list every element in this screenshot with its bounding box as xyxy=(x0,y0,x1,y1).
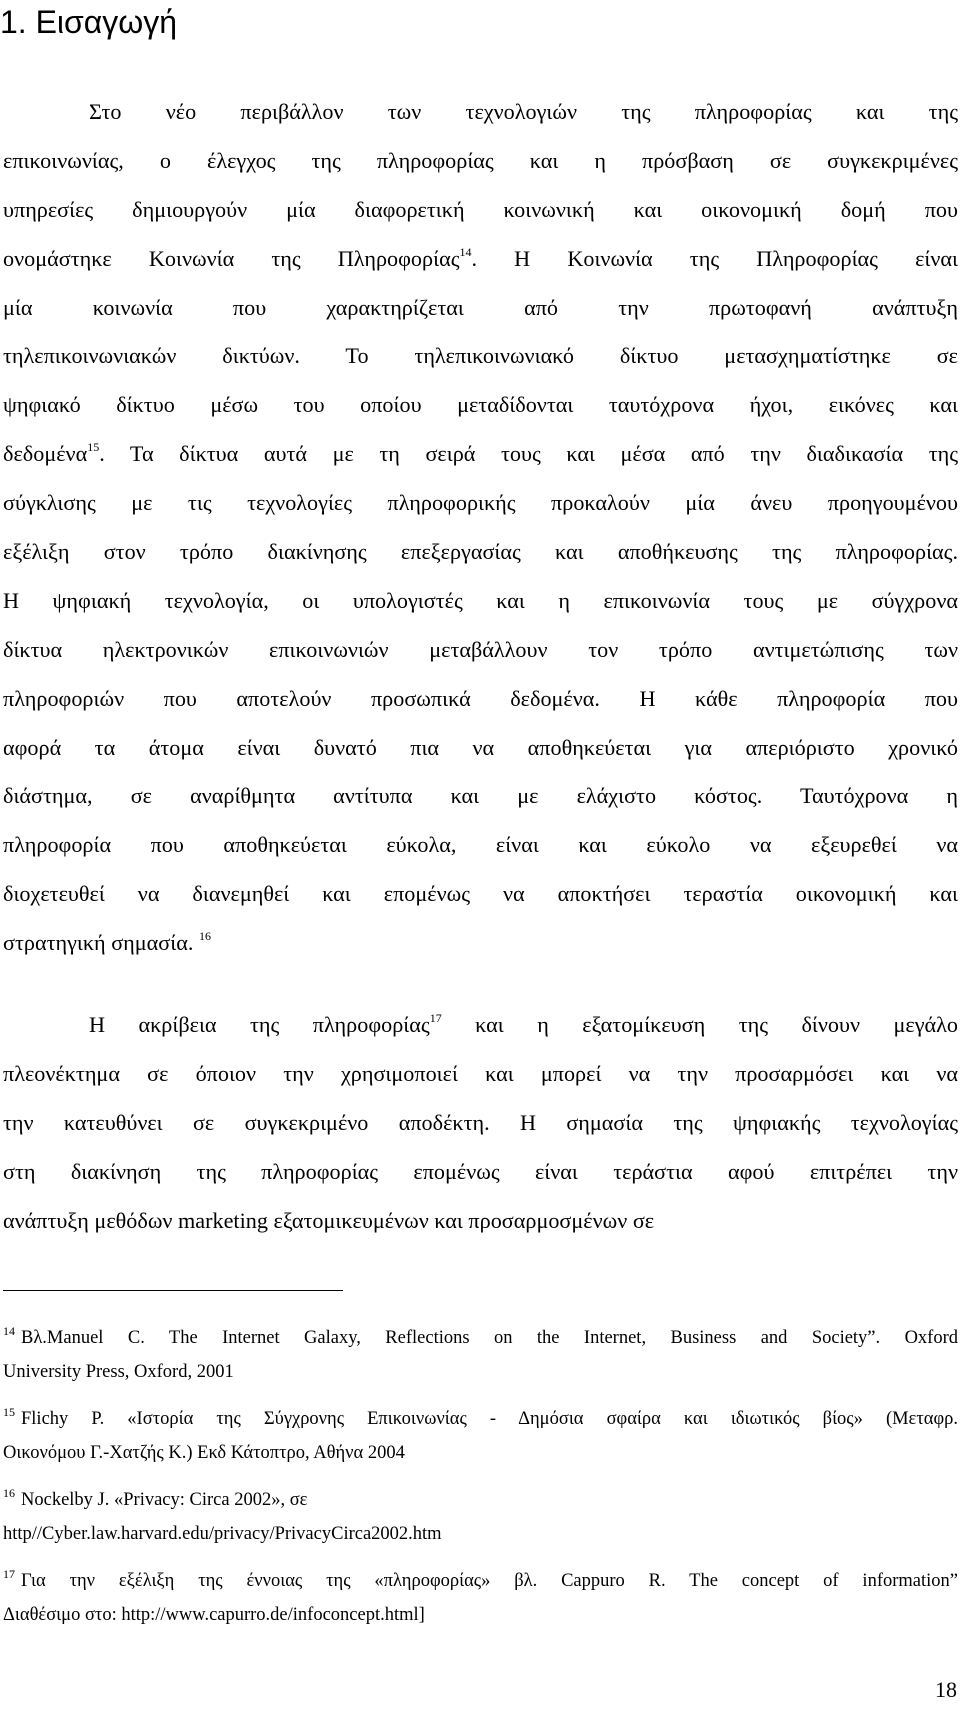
line-text: μία κοινωνία που χαρακτηρίζεται από την πρωτοφανή ανάπτυξη xyxy=(3,294,958,320)
footnote-text: Flichy P. «Ιστορία της Σύγχρονης Επικοινωνίας - Δημόσια σφαίρα και ιδιωτικός βίος» (Μεταφρ. xyxy=(21,1409,958,1429)
line-text: . Τα δίκτυα αυτά με τη σειρά τους και μέσα από την διαδικασία της xyxy=(99,441,958,467)
footnote-text: Οικονόμου Γ.-Χατζής Κ.) Εκδ Κάτοπτρο, Αθήνα 2004 xyxy=(3,1442,405,1463)
text-line xyxy=(3,675,958,724)
footnote-line xyxy=(3,1352,958,1393)
text-line xyxy=(3,821,958,870)
text-line xyxy=(3,577,958,626)
text-line xyxy=(3,1050,958,1099)
line-text: επικοινωνίας, ο έλεγχος της πληροφορίας και η πρόσβαση σε συγκεκριμένες xyxy=(3,147,958,173)
text-line xyxy=(3,479,958,528)
footnote-line xyxy=(3,1554,958,1595)
line-text: και η εξατομίκευση της δίνουν μεγάλο xyxy=(441,1012,958,1037)
line-text: Η ακρίβεια της πληροφορίας xyxy=(89,1012,430,1037)
text-line xyxy=(3,1197,958,1246)
paragraph-1 xyxy=(3,88,958,968)
footnote-text: Nockelby J. «Privacy: Circa 2002», σε xyxy=(21,1490,308,1510)
page-number: 18 xyxy=(935,1677,957,1702)
footnote-line xyxy=(3,1311,958,1352)
line-text: εξέλιξη στον τρόπο διακίνησης επεξεργασίας και αποθήκευσης της πληροφορίας. xyxy=(3,539,958,565)
text-line xyxy=(3,870,958,919)
line-text: σύγκλισης με τις τεχνολογίες πληροφορικής προκαλούν μία άνευ προηγουμένου xyxy=(3,490,958,516)
section-heading: 1. Εισαγωγή xyxy=(0,4,178,40)
footnote-number: 15 xyxy=(3,1405,15,1419)
footnote-line xyxy=(3,1392,958,1433)
line-text: Στο νέο περιβάλλον των τεχνολογιών της πληροφορίας και της xyxy=(89,99,958,124)
text-line xyxy=(3,528,958,577)
footnote-line xyxy=(3,1514,958,1555)
footnote-text: University Press, Oxford, 2001 xyxy=(3,1361,234,1382)
footnote-ref: 15 xyxy=(87,440,100,455)
text-line xyxy=(3,430,958,479)
text-line xyxy=(3,88,958,137)
line-text: αφορά τα άτομα είναι δυνατό πια να αποθηκεύεται για απεριόριστο χρονικό xyxy=(3,734,958,760)
footnotes xyxy=(3,1311,958,1635)
text-line xyxy=(3,724,958,773)
footnote-text: Διαθέσιμο στο: http://www.capurro.de/infoconcept.html] xyxy=(3,1604,425,1625)
line-text: ανάπτυξη μεθόδων marketing εξατομικευμένων και προσαρμοσμένων σε xyxy=(3,1207,655,1233)
text-line xyxy=(3,186,958,235)
text-line xyxy=(3,1001,958,1050)
text-line xyxy=(3,332,958,381)
line-text: διοχετευθεί να διανεμηθεί και επομένως να αποκτήσει τεραστία οικονομική και xyxy=(3,881,958,907)
footnote-ref: 14 xyxy=(459,244,472,259)
line-text: πλεονέκτημα σε όποιον την χρησιμοποιεί και μπορεί να την προσαρμόσει και να xyxy=(3,1060,958,1086)
footnote-text: http//Cyber.law.harvard.edu/privacy/PrivacyCirca2002.htm xyxy=(3,1523,442,1544)
line-text: διάστημα, σε αναρίθμητα αντίτυπα και με ελάχιστο κόστος. Ταυτόχρονα η xyxy=(3,783,958,809)
text-line xyxy=(3,381,958,430)
paragraph-2 xyxy=(3,1001,958,1245)
footnote-separator xyxy=(3,1290,343,1291)
line-text: τηλεπικοινωνιακών δικτύων. Το τηλεπικοινωνιακό δίκτυο μετασχηματίστηκε σε xyxy=(3,343,958,369)
footnote-ref: 16 xyxy=(198,929,211,944)
line-text: δεδομένα xyxy=(3,441,88,467)
text-line xyxy=(3,919,958,968)
text-line xyxy=(3,1148,958,1197)
text-line xyxy=(3,1099,958,1148)
line-text: ονομάστηκε Κοινωνία της Πληροφορίας xyxy=(3,245,460,271)
footnote-line xyxy=(3,1433,958,1474)
text-line xyxy=(3,137,958,186)
footnote-number: 16 xyxy=(3,1486,15,1500)
footnote-ref: 17 xyxy=(429,1011,442,1025)
footnote-text: Βλ.Manuel C. The Internet Galaxy, Reflections on the Internet, Business and Society”. Oxford xyxy=(21,1328,958,1348)
line-text: πληροφοριών που αποτελούν προσωπικά δεδομένα. Η κάθε πληροφορία που xyxy=(3,685,958,711)
line-text: υπηρεσίες δημιουργούν μία διαφορετική κοινωνική και οικονομική δομή που xyxy=(3,196,958,222)
line-text: στρατηγική σημασία. xyxy=(3,930,199,956)
text-line xyxy=(3,235,958,284)
text-line xyxy=(3,284,958,333)
footnote-number: 14 xyxy=(3,1324,15,1338)
line-text: ψηφιακό δίκτυο μέσω του οποίου μεταδίδονται ταυτόχρονα ήχοι, εικόνες και xyxy=(3,392,958,418)
text-line xyxy=(3,772,958,821)
footnote-text: Για την εξέλιξη της έννοιας της «πληροφορίας» βλ. Cappuro R. The concept of information” xyxy=(21,1571,958,1591)
line-text: πληροφορία που αποθηκεύεται εύκολα, είναι και εύκολο να εξευρεθεί να xyxy=(3,832,958,858)
footnote-line xyxy=(3,1473,958,1514)
line-text: στη διακίνηση της πληροφορίας επομένως είναι τεράστια αφού επιτρέπει την xyxy=(3,1158,958,1184)
line-text: Η ψηφιακή τεχνολογία, οι υπολογιστές και η επικοινωνία τους με σύγχρονα xyxy=(3,587,958,613)
line-text: την κατευθύνει σε συγκεκριμένο αποδέκτη. Η σημασία της ψηφιακής τεχνολογίας xyxy=(3,1109,958,1135)
line-text: . Η Κοινωνία της Πληροφορίας είναι xyxy=(471,245,959,271)
line-text: δίκτυα ηλεκτρονικών επικοινωνιών μεταβάλλουν τον τρόπο αντιμετώπισης των xyxy=(3,636,958,662)
footnote-line xyxy=(3,1595,958,1636)
text-line xyxy=(3,626,958,675)
footnote-number: 17 xyxy=(3,1567,15,1581)
